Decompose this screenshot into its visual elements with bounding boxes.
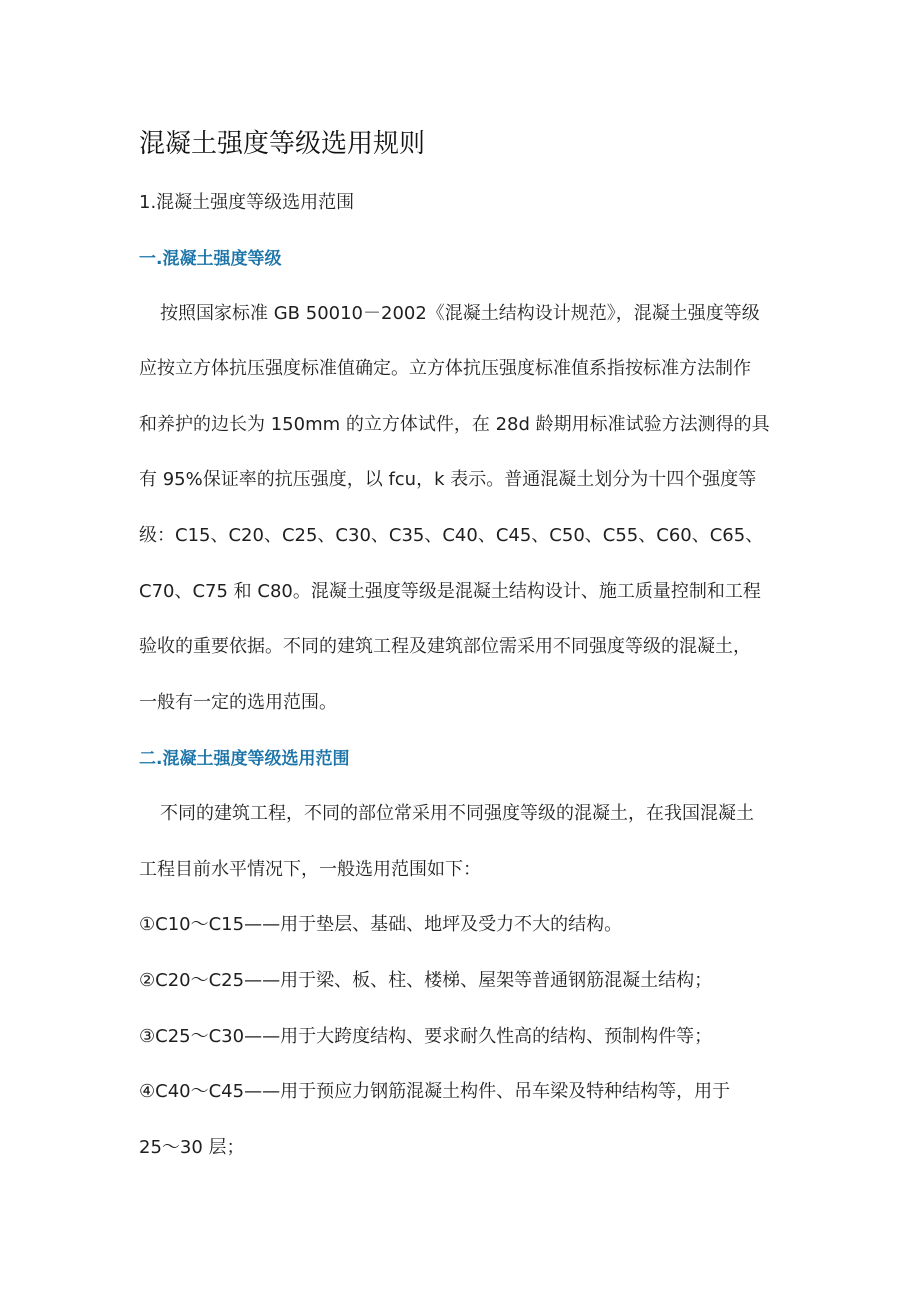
paragraph-line: 有 95%保证率的抗压强度，以 fcu，k 表示。普通混凝土划分为十四个强度等 bbox=[139, 469, 757, 490]
paragraph-line: C70、C75 和 C80。混凝土强度等级是混凝土结构设计、施工质量控制和工程 bbox=[139, 581, 761, 602]
list-item-continuation: 25～30 层； bbox=[139, 1137, 245, 1158]
paragraph-line: 级：C15、C20、C25、C30、C35、C40、C45、C50、C55、C60、C65、 bbox=[139, 525, 764, 546]
list-item: ①C10～C15——用于垫层、基础、地坪及受力不大的结构。 bbox=[139, 914, 623, 935]
section-subtitle: 1.混凝土强度等级选用范围 bbox=[139, 192, 355, 213]
list-item: ④C40～C45——用于预应力钢筋混凝土构件、吊车梁及特种结构等，用于 bbox=[139, 1081, 731, 1102]
paragraph-line: 按照国家标准 GB 50010－2002《混凝土结构设计规范》，混凝土强度等级 bbox=[160, 303, 760, 324]
page-title: 混凝土强度等级选用规则 bbox=[139, 129, 426, 159]
paragraph-line: 一般有一定的选用范围。 bbox=[139, 692, 337, 713]
paragraph-line: 验收的重要依据。不同的建筑工程及建筑部位需采用不同强度等级的混凝土， bbox=[139, 636, 751, 657]
section-heading-1: 一.混凝土强度等级 bbox=[139, 249, 282, 269]
paragraph-line: 不同的建筑工程，不同的部位常采用不同强度等级的混凝土，在我国混凝土 bbox=[160, 803, 754, 824]
paragraph-line: 应按立方体抗压强度标准值确定。立方体抗压强度标准值系指按标准方法制作 bbox=[139, 358, 751, 379]
paragraph-line: 和养护的边长为 150mm 的立方体试件，在 28d 龄期用标准试验方法测得的具 bbox=[139, 414, 770, 435]
list-item: ③C25～C30——用于大跨度结构、要求耐久性高的结构、预制构件等； bbox=[139, 1026, 713, 1047]
paragraph-line: 工程目前水平情况下，一般选用范围如下： bbox=[139, 859, 481, 880]
section-heading-2: 二.混凝土强度等级选用范围 bbox=[139, 749, 350, 769]
list-item: ②C20～C25——用于梁、板、柱、楼梯、屋架等普通钢筋混凝土结构； bbox=[139, 970, 713, 991]
